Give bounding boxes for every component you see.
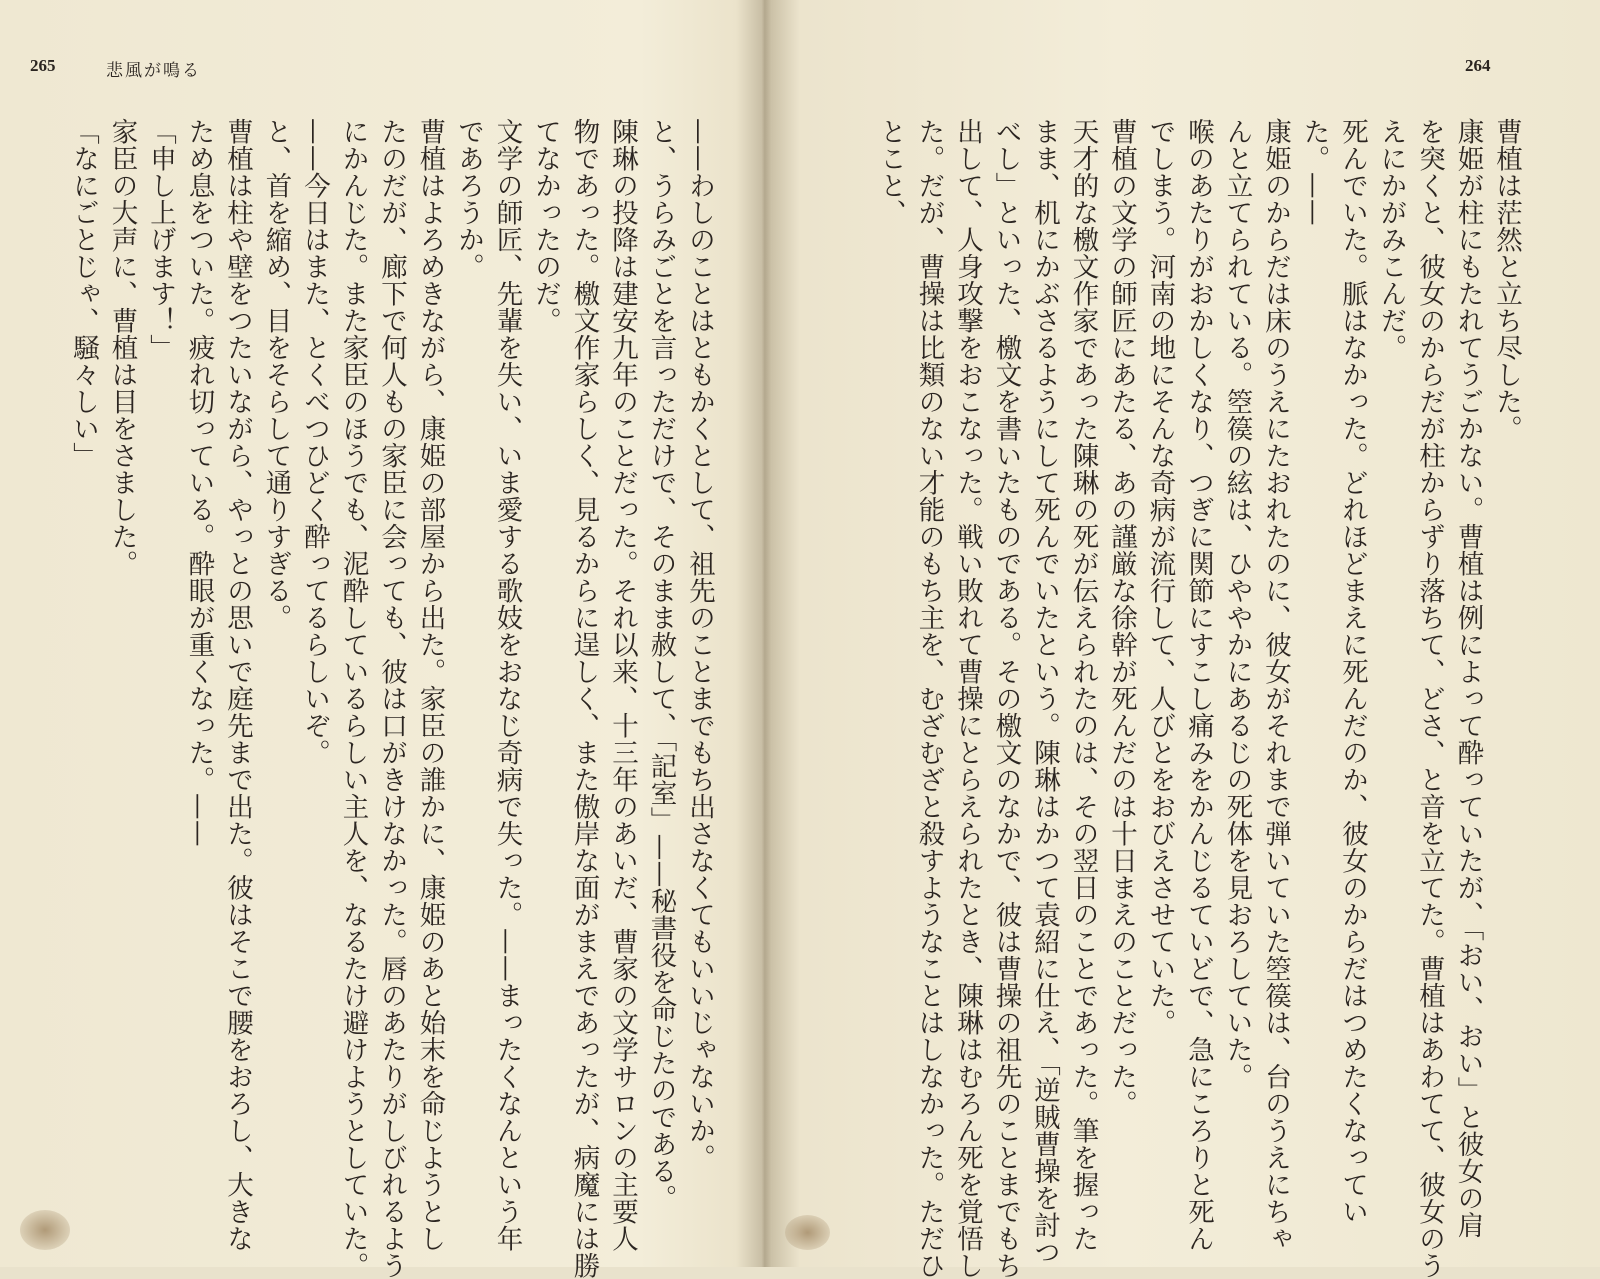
text-line: 曹植は柱や壁をつたいながら、やっとの思いで庭先まで出た。彼はそこで腰をおろし、大きな (222, 118, 253, 1252)
right-page (765, 0, 1600, 1279)
text-line: 曹植は茫然と立ち尽した。 (1491, 118, 1522, 442)
text-line: と、首を縮め、目をそらして通りすぎる。 (260, 118, 292, 631)
text-line: にかんじた。また家臣のほうでも、泥酔しているらしい主人を、なるたけ避けようとしていた。 (337, 118, 369, 1279)
text-line: であろうか。 (453, 118, 484, 280)
text-line: 曹植の文学の師匠にあたる、あの謹厳な徐幹が死んだのは十日まえのことだった。 (1106, 118, 1137, 1117)
running-title: 悲風が鳴る (106, 61, 201, 81)
text-line: 天才的な檄文作家であった陳琳の死が伝えられたのは、その翌日のことであった。筆を握った (1067, 118, 1099, 1252)
text-line: でしまう。河南の地にそんな奇病が流行して、人びとをおびえさせていた。 (1144, 118, 1176, 1036)
text-line: 康姫のからだは床のうえにたおれたのに、彼女がそれまで弾いていた箜篌は、台のうえにちゃ (1260, 118, 1291, 1252)
text-line: 文学の師匠、先輩を失い、いま愛する歌妓をおなじ奇病で失った。——まったくなんという年 (491, 118, 523, 1252)
text-line: ため息をついた。疲れ切っている。酔眼が重くなった。—— (183, 118, 215, 847)
text-line: とこと、 (875, 118, 906, 226)
text-line: 物であった。檄文作家らしく、見るからに逞しく、また傲岸な面がまえであったが、病魔には勝 (568, 118, 600, 1279)
paper-stain (785, 1215, 830, 1250)
text-line: ——今日はまた、とくべつひどく酔ってるらしいぞ。 (299, 118, 330, 766)
text-line: んと立てられている。箜篌の絃は、ひややかにあるじの死体を見おろしていた。 (1221, 118, 1253, 1090)
text-line: 「申し上げます！」 (145, 118, 176, 361)
page-number: 264 (1465, 56, 1491, 75)
text-line: 死んでいた。脈はなかった。どれほどまえに死んだのか、彼女のからだはつめたくなってい (1337, 118, 1368, 1225)
text-line: 康姫が柱にもたれてうごかない。曹植は例によって酔っていたが、「おい、おい」と彼女の肩 (1452, 118, 1484, 1239)
text-line: 出して、人身攻撃をおこなった。戦い敗れて曹操にとらえられたとき、陳琳はむろん死を覚悟し (952, 118, 983, 1279)
text-line: 曹植はよろめきながら、康姫の部屋から出た。家臣の誰かに、康姫のあと始末を命じようとし (414, 118, 446, 1252)
left-page (0, 0, 765, 1279)
left-page-body (38, 118, 718, 1279)
text-line: まま、机にかぶさるようにして死んでいたという。陳琳はかつて袁紹に仕え、「逆賊曹操を討つ (1029, 118, 1060, 1266)
text-line: てなかったのだ。 (530, 118, 561, 334)
text-line: たのだが、廊下で何人もの家臣に会っても、彼は口がきけなかった。唇のあたりがしびれるよう (376, 118, 407, 1279)
text-line: た。だが、曹操は比類のない才能のもち主を、むざむざと殺すようなことはしなかった。ただひ (913, 118, 945, 1279)
text-line: 喉のあたりがおかしくなり、つぎに関節にすこし痛みをかんじるていどで、急にころりと死ん (1183, 118, 1214, 1252)
paper-stain (20, 1210, 70, 1250)
text-line: 家臣の大声に、曹植は目をさました。 (106, 118, 138, 577)
text-line: えにかがみこんだ。 (1375, 118, 1407, 361)
text-line: べし」といった、檄文を書いたものである。その檄文のなかで、彼は曹操の祖先のことまでもち (990, 118, 1022, 1279)
text-line: と、うらみごとを言っただけで、そのまま赦して、「記室」——秘書役を命じたのである。 (645, 118, 677, 1212)
text-line: を突くと、彼女のからだが柱からずり落ちて、どさ、と音を立てた。曹植はあわてて、彼女のう (1414, 118, 1445, 1279)
text-line: 陳琳の投降は建安九年のことだった。それ以来、十三年のあいだ、曹家の文学サロンの主要人 (607, 118, 638, 1252)
text-line: ——わしのことはともかくとして、祖先のことまでもち出さなくてもいいじゃないか。 (684, 118, 715, 1171)
right-page-body (805, 118, 1525, 1279)
text-line: 「なにごとじゃ、騒々しい」 (68, 118, 99, 469)
text-line: た。—— (1298, 118, 1330, 226)
page-number: 265 (30, 56, 56, 75)
